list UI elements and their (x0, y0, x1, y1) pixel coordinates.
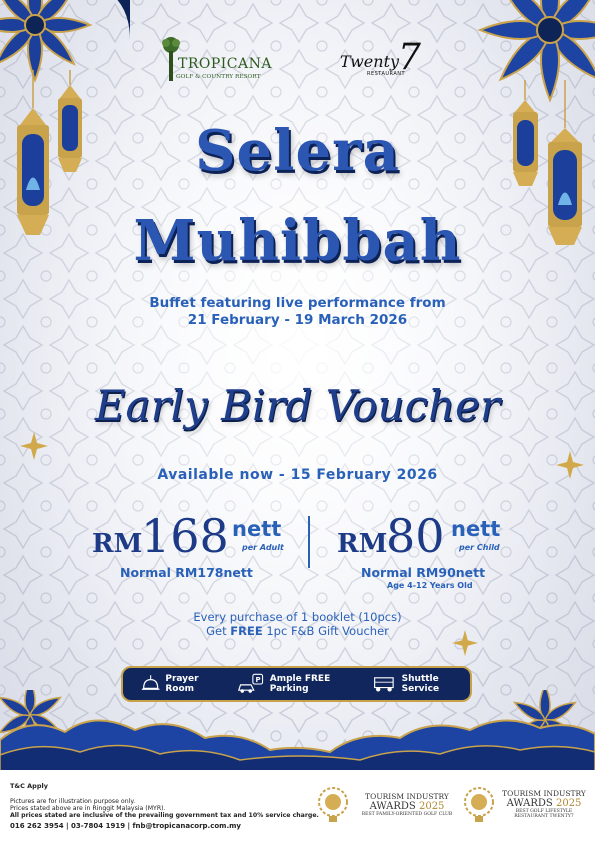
award1-year: 2025 (418, 800, 445, 812)
svg-text:P: P (255, 675, 261, 685)
award2-line2: AWARDS (506, 798, 553, 809)
adult-price (92, 511, 297, 581)
adult-currency: RM (92, 529, 143, 559)
tropicana-tagline: GOLF & COUNTRY RESORT (176, 74, 261, 80)
amenity-label: Shuttle Service (401, 674, 440, 694)
twenty7-name: Twenty (340, 52, 400, 71)
adult-nett: nett (232, 517, 282, 541)
availability-text: Available now - 15 February 2026 (157, 467, 438, 483)
award1-line1: TOURISM INDUSTRY (365, 791, 449, 801)
price-divider (308, 516, 310, 568)
amenity-label: Ample FREE Parking (269, 674, 331, 694)
child-price (337, 511, 512, 591)
booklet-free: FREE (230, 624, 263, 638)
booklet-prefix: Get (206, 624, 231, 638)
award-badge-2 (462, 784, 589, 824)
footer-note2: Prices stated above are in Ringgit Malaysia (MYR). (10, 805, 166, 812)
award2-caption: BEST GOLF LIFESTYLE RESTAURANT TWENTY7 (514, 809, 574, 819)
child-age-range: Age 4-12 Years Old (387, 581, 473, 590)
star-icon (20, 432, 48, 460)
award1-caption: BEST FAMILY-ORIENTED GOLF CLUB (361, 811, 453, 817)
booklet-suffix: 1pc F&B Gift Voucher (262, 624, 389, 638)
event-subtitle-line1: Buffet featuring live performance from (149, 295, 446, 311)
footer-note3: All prices stated are inclusive of the prevailing government tax and 10% service charge. (10, 812, 319, 819)
award2-line1: TOURISM INDUSTRY (502, 789, 586, 798)
child-currency: RM (337, 529, 388, 559)
child-normal-price: Normal RM90nett (361, 565, 486, 580)
footer (0, 770, 595, 841)
cloud-floral-ornament-bottom (0, 690, 595, 775)
amenity-label: Prayer Room (165, 674, 199, 694)
child-nett: nett (451, 517, 501, 541)
adult-per: per Adult (242, 543, 284, 552)
adult-normal-price: Normal RM178nett (120, 565, 253, 580)
tropicana-logo (158, 36, 278, 86)
laurel-trophy-icon (316, 784, 350, 824)
booklet-offer-line1: Every purchase of 1 booklet (10pcs) (193, 610, 402, 624)
award1-line2: AWARDS (369, 800, 416, 812)
twenty7-tag: RESTAURANT (367, 71, 406, 77)
footer-note1: Pictures are for illustration purpose only. (10, 798, 136, 805)
tc-label: T&C Apply (10, 782, 48, 790)
award-badge-1 (316, 784, 461, 824)
event-title-line1: Selera (195, 118, 400, 184)
booklet-offer-line2 (0, 624, 595, 639)
event-title-line2: Muhibbah (133, 208, 462, 274)
award2-year: 2025 (555, 798, 582, 809)
twenty7-logo (340, 38, 440, 88)
event-subtitle-line2: 21 February - 19 March 2026 (187, 312, 408, 328)
laurel-trophy-icon (462, 784, 496, 824)
adult-amount: 168 (141, 509, 229, 563)
child-per: per Child (459, 543, 500, 552)
footer-contact: 016 262 3954 | 03-7804 1919 | fnb@tropicanacorp.com.my (10, 822, 241, 830)
tropicana-name: TROPICANA (178, 56, 272, 72)
voucher-heading: Early Bird Voucher (94, 381, 501, 430)
child-amount: 80 (386, 509, 445, 563)
twenty7-number: 7 (398, 37, 421, 78)
